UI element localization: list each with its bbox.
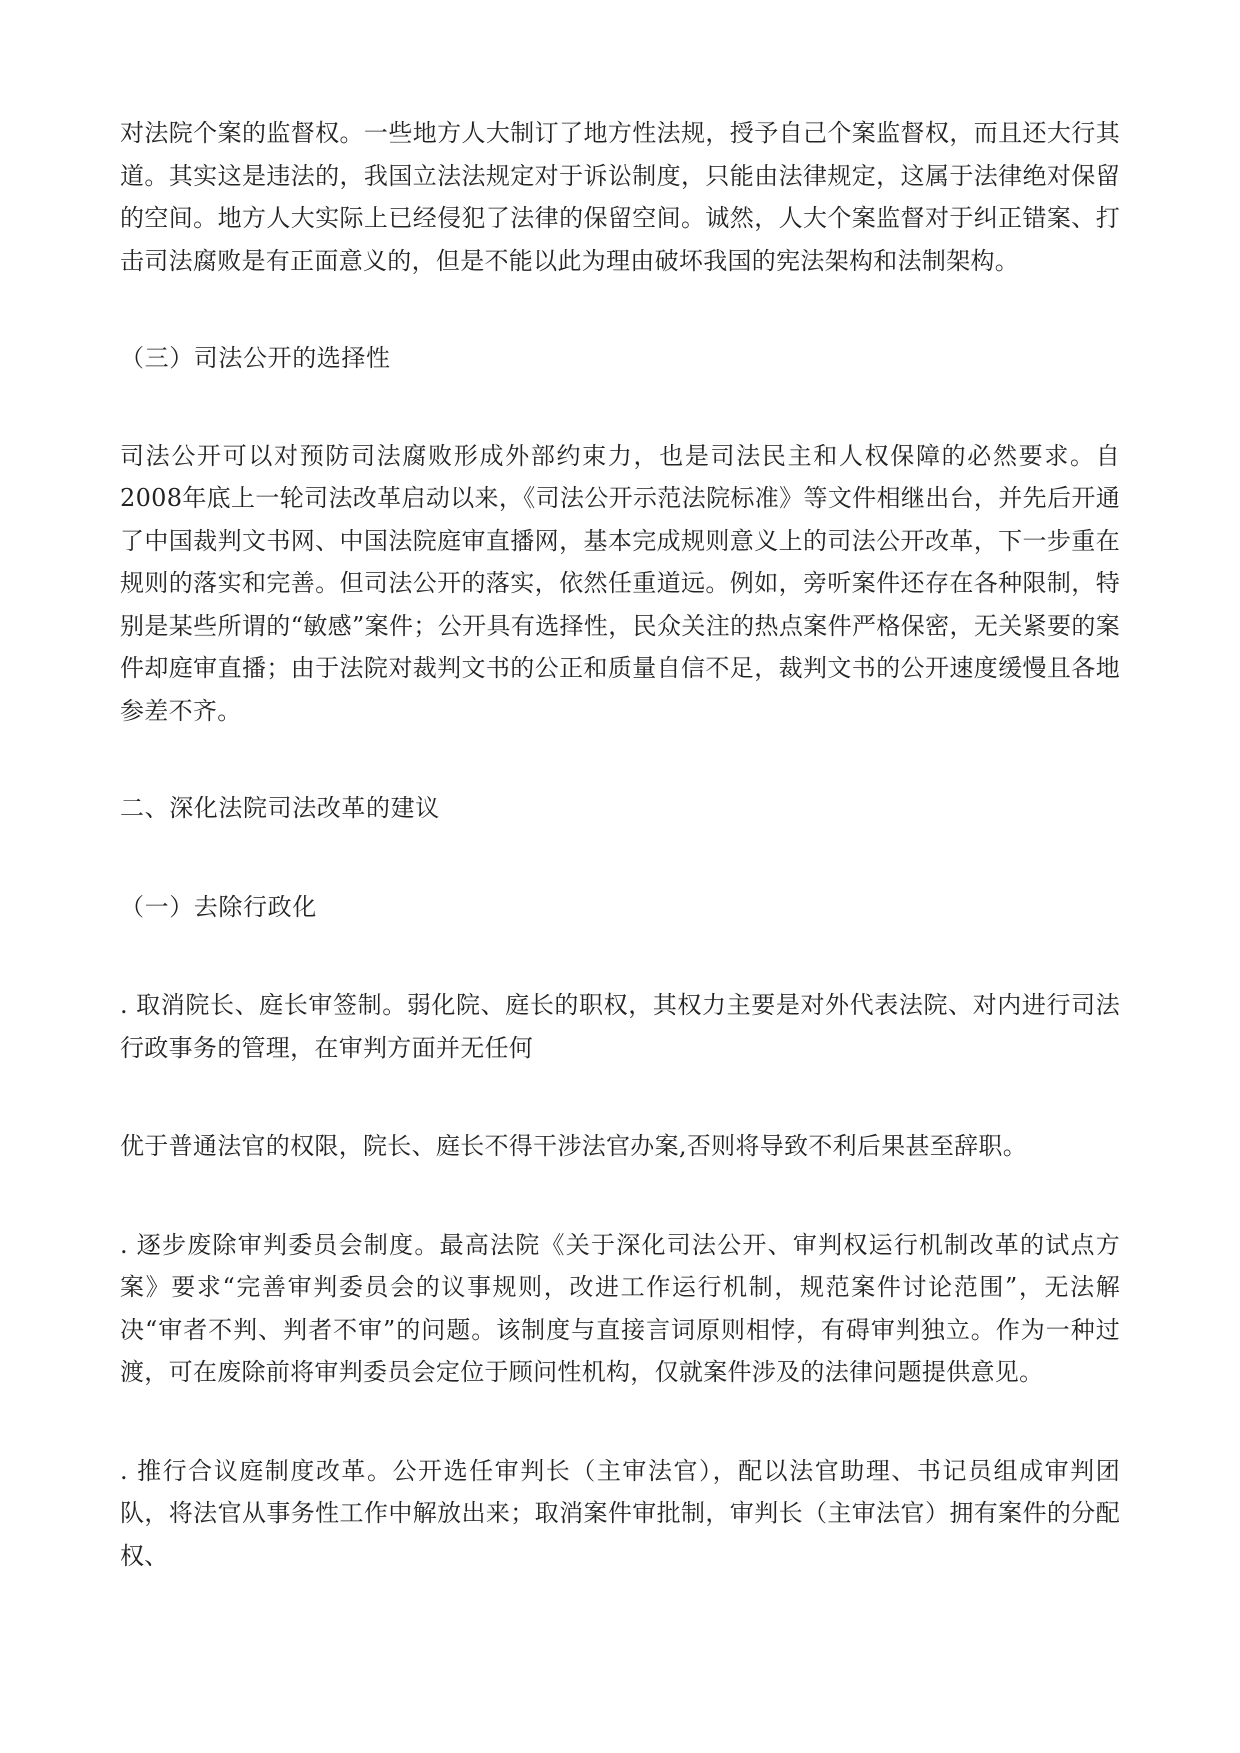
paragraph-judicial-committee: . 逐步废除审判委员会制度。最高法院《关于深化司法公开、审判权运行机制改革的试点方案》要求“完善审判委员会的议事规则，改进工作运行机制，规范案件讨论范围”，无法解决“审者不判、判者不审”的问题。该制度与直接言词原则相悖，有碍审判独立。作为一种过渡，可在废除前将审判委员会定位于顾问性机构，仅就案件涉及的法律问题提供意见。 xyxy=(120,1230,1120,1386)
section-heading-reform-suggestions: 二、深化法院司法改革的建议 xyxy=(120,794,440,822)
paragraph-collegial-panel: . 推行合议庭制度改革。公开选任审判长（主审法官），配以法官助理、书记员组成审判团队，将法官从事务性工作中解放出来；取消案件审批制，审判长（主审法官）拥有案件的分配权、 xyxy=(120,1456,1120,1570)
paragraph-president-powers: 优于普通法官的权限，院长、庭长不得干涉法官办案,否则将导致不利后果甚至辞职。 xyxy=(120,1132,1028,1160)
paragraph-cancel-approval: . 取消院长、庭长审签制。弱化院、庭长的职权，其权力主要是对外代表法院、对内进行司法行政事务的管理，在审判方面并无任何 xyxy=(120,991,1120,1062)
section-heading-judicial-openness: （三）司法公开的选择性 xyxy=(120,344,391,372)
paragraph-case-supervision: 对法院个案的监督权。一些地方人大制订了地方性法规，授予自己个案监督权，而且还大行其道。其实这是违法的，我国立法法规定对于诉讼制度，只能由法律规定，这属于法律绝对保留的空间。地方人大实际上已经侵犯了法律的保留空间。诚然，人大个案监督对于纠正错案、打击司法腐败是有正面意义的，但是不能以此为理由破坏我国的宪法架构和法制架构。 xyxy=(120,119,1120,275)
section-heading-de-administration: （一）去除行政化 xyxy=(120,892,317,921)
document-body xyxy=(120,112,1120,1577)
paragraph-judicial-openness: 司法公开可以对预防司法腐败形成外部约束力，也是司法民主和人权保障的必然要求。自2008年底上一轮司法改革启动以来，《司法公开示范法院标准》等文件相继出台，并先后开通了中国裁判文书网、中国法院庭审直播网，基本完成规则意义上的司法公开改革，下一步重在规则的落实和完善。但司法公开的落实，依然任重道远。例如，旁听案件还存在各种限制，特别是某些所谓的“敏感”案件；公开具有选择性，民众关注的热点案件严格保密，无关紧要的案件却庭审直播；由于法院对裁判文书的公正和质量自信不足，裁判文书的公开速度缓慢且各地参差不齐。 xyxy=(120,441,1120,725)
